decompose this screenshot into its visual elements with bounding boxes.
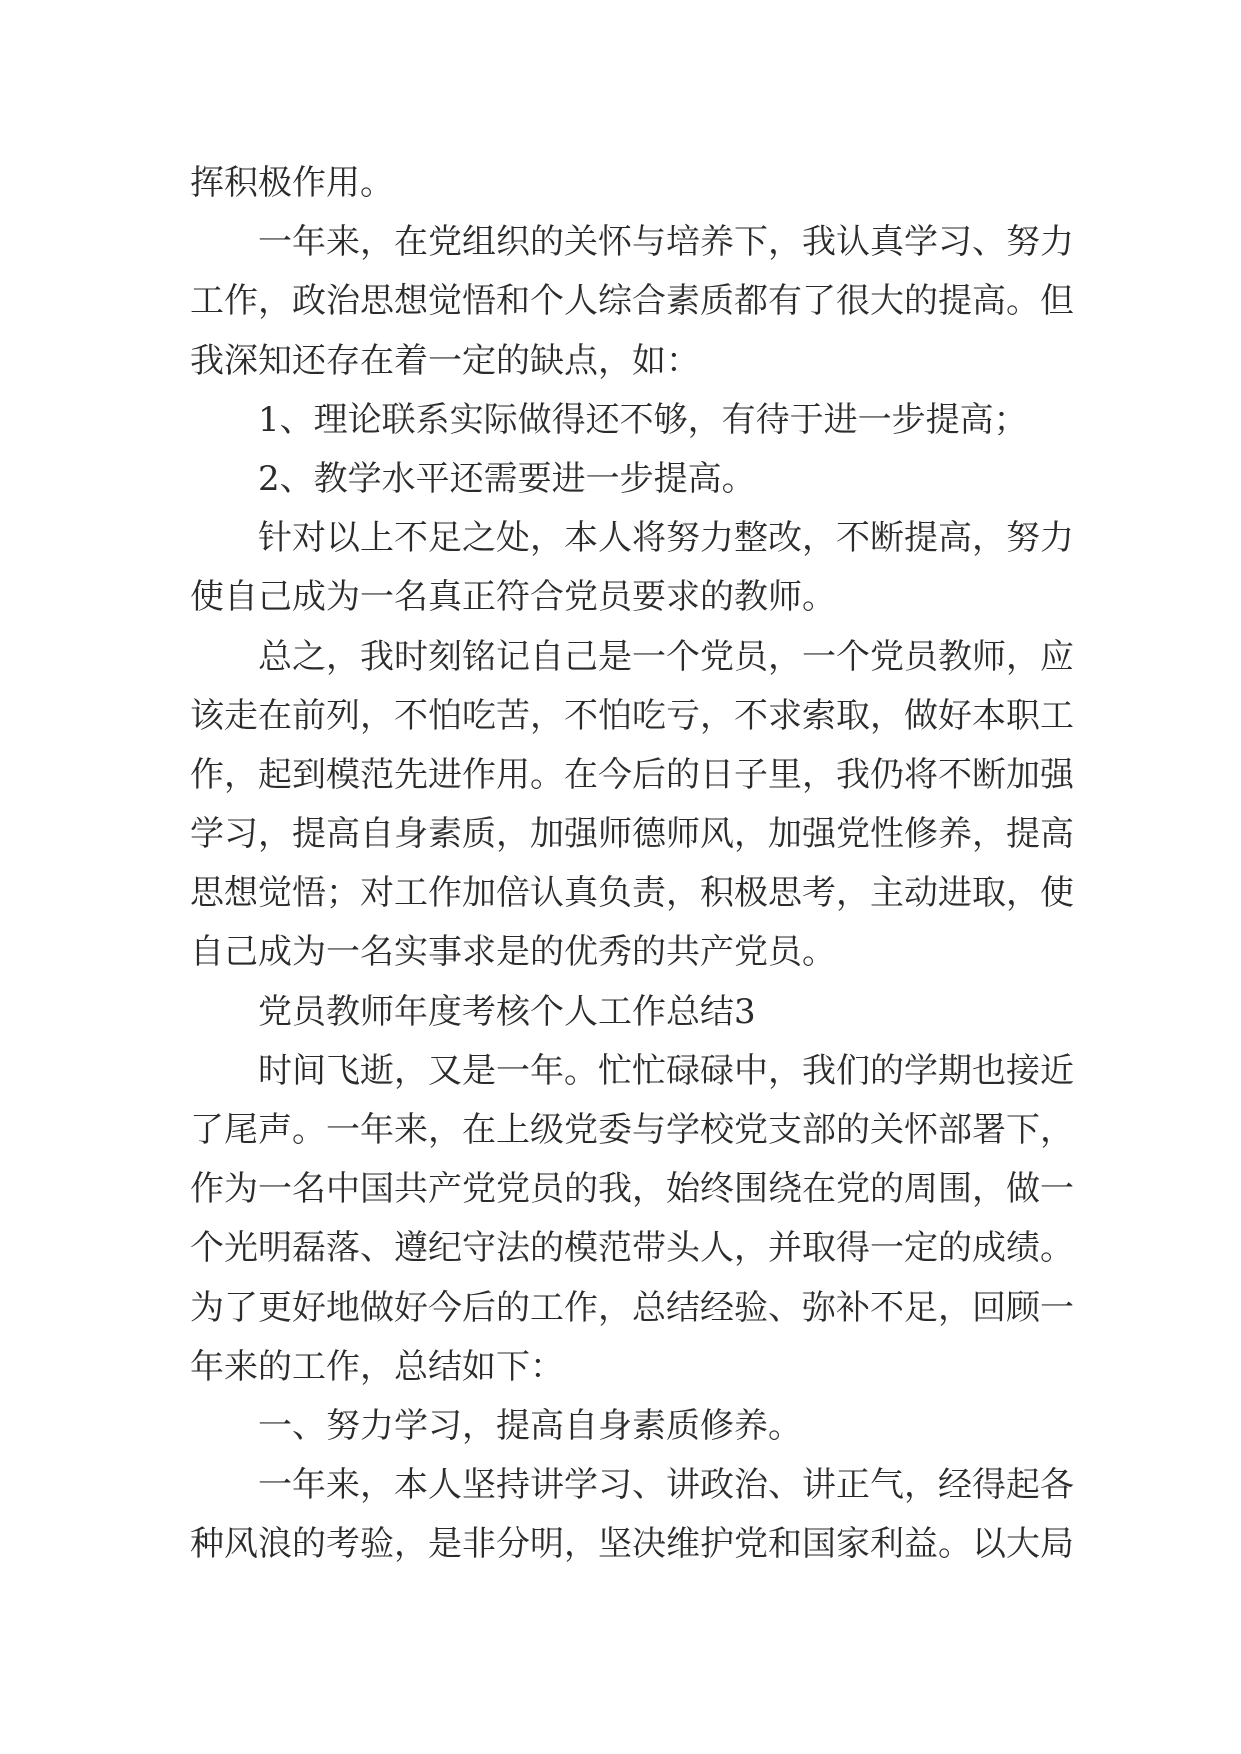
text-line: 党员教师年度考核个人工作总结3 [258, 991, 756, 1032]
text-line: 我深知还存在着一定的缺点，如： [190, 340, 700, 381]
text-line: 一、努力学习，提高自身素质修养。 [258, 1405, 802, 1446]
text-line: 作为一名中国共产党党员的我，始终围绕在党的周围，做一 [190, 1169, 1074, 1210]
text-line: 学习，提高自身素质，加强师德师风，加强党性修养，提高 [190, 814, 1074, 855]
text-line: 挥积极作用。 [190, 163, 394, 203]
text-line: 工作，政治思想觉悟和个人综合素质都有了很大的提高。但 [190, 281, 1074, 322]
document-body [190, 154, 1074, 1575]
text-line: 年来的工作，总结如下： [190, 1346, 564, 1387]
text-line: 种风浪的考验，是非分明，坚决维护党和国家利益。以大局 [190, 1524, 1074, 1565]
text-line: 思想觉悟；对工作加倍认真负责，积极思考，主动进取，使 [190, 873, 1074, 914]
text-line: 自己成为一名实事求是的优秀的共产党员。 [190, 932, 836, 973]
text-line: 针对以上不足之处，本人将努力整改，不断提高，努力 [258, 518, 1074, 559]
text-line: 总之，我时刻铭记自己是一个党员，一个党员教师，应 [258, 636, 1074, 677]
text-line: 该走在前列，不怕吃苦，不怕吃亏，不求索取，做好本职工 [190, 695, 1074, 736]
text-line: 一年来，在党组织的关怀与培养下，我认真学习、努力 [258, 222, 1074, 263]
text-line: 为了更好地做好今后的工作，总结经验、弥补不足，回顾一 [190, 1287, 1074, 1328]
text-line: 了尾声。一年来，在上级党委与学校党支部的关怀部署下， [190, 1110, 1074, 1150]
text-line: 时间飞逝，又是一年。忙忙碌碌中，我们的学期也接近 [258, 1050, 1074, 1091]
text-line: 2、教学水平还需要进一步提高。 [258, 458, 756, 499]
text-line: 一年来，本人坚持讲学习、讲政治、讲正气，经得起各 [258, 1465, 1074, 1506]
text-line: 作，起到模范先进作用。在今后的日子里，我仍将不断加强 [190, 754, 1074, 795]
text-line: 使自己成为一名真正符合党员要求的教师。 [190, 577, 836, 618]
text-line: 1、理论联系实际做得还不够，有待于进一步提高； [258, 399, 1028, 440]
text-line: 个光明磊落、遵纪守法的模范带头人，并取得一定的成绩。 [190, 1228, 1074, 1269]
